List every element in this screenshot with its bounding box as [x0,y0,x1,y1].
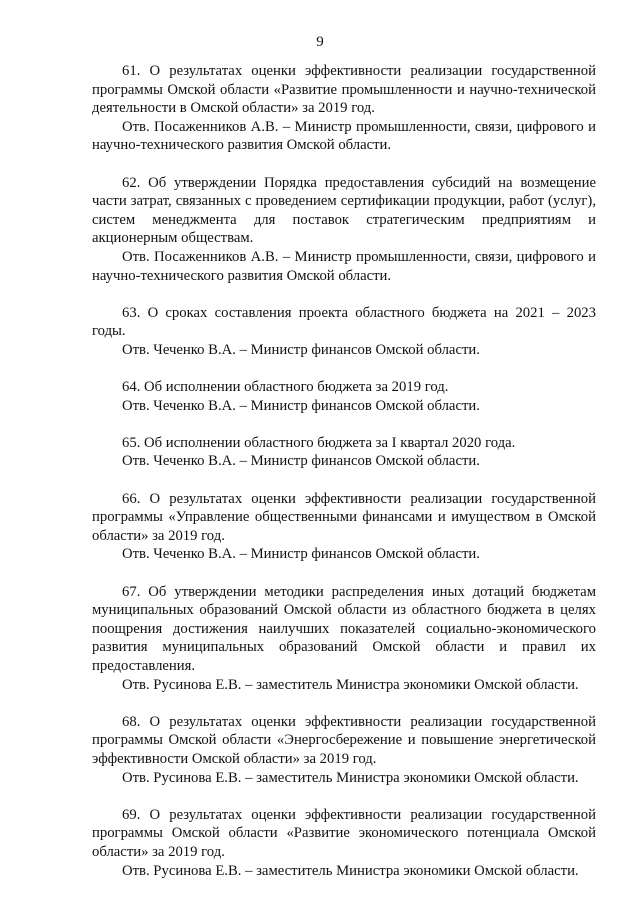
agenda-item-64 [92,378,596,415]
agenda-item-65 [92,434,596,471]
agenda-item-text: 69. О результатах оценки эффективности реализации государственной программы Омской области «Развитие экономического потенциала Омской области» за 2019 год. [92,806,596,860]
agenda-item-responsible: Отв. Русинова Е.В. – заместитель Министра экономики Омской области. [122,676,579,693]
agenda-item-responsible: Отв. Посаженников А.В. – Министр промышленности, связи, цифрового и научно-технического развития Омской области. [92,118,596,154]
agenda-list [92,62,596,899]
agenda-item-text: 65. Об исполнении областного бюджета за I квартал 2020 года. [122,434,516,451]
agenda-item-63 [92,304,596,360]
agenda-item-67 [92,583,596,695]
agenda-item-responsible: Отв. Посаженников А.В. – Министр промышленности, связи, цифрового и научно-технического развития Омской области. [92,248,596,284]
agenda-item-text: 67. Об утверждении методики распределения иных дотаций бюджетам муниципальных образований Омской области из областного бюджета в целях поощрения достижения наилучших показателей социально-экономического развития муниципальных образований Омской области и правил их предоставления. [92,583,596,674]
agenda-item-61 [92,62,596,155]
agenda-item-text: 62. Об утверждении Порядка предоставления субсидий на возмещение части затрат, связанных с проведением сертификации продукции, работ (услуг), систем менеджмента для поставок стратегическим предприятиям и акционерным обществам. [92,174,596,247]
agenda-item-responsible: Отв. Русинова Е.В. – заместитель Министра экономики Омской области. [122,862,579,879]
agenda-item-responsible: Отв. Русинова Е.В. – заместитель Министра экономики Омской области. [122,769,579,786]
agenda-item-responsible: Отв. Чеченко В.А. – Министр финансов Омской области. [122,546,480,563]
agenda-item-responsible: Отв. Чеченко В.А. – Министр финансов Омской области. [122,397,480,414]
agenda-item-66 [92,490,596,564]
agenda-item-text: 61. О результатах оценки эффективности реализации государственной программы Омской области «Развитие промышленности и научно-технической деятельности в Омской области» за 2019 год. [92,63,596,117]
agenda-item-68 [92,713,596,787]
agenda-item-69 [92,806,596,880]
agenda-item-text: 66. О результатах оценки эффективности реализации государственной программы «Управление общественными финансами и имуществом в Омской области» за 2019 год. [92,490,596,544]
agenda-item-text: 63. О сроках составления проекта областного бюджета на 2021 – 2023 годы. [92,304,596,340]
agenda-item-responsible: Отв. Чеченко В.А. – Министр финансов Омской области. [122,341,480,358]
agenda-item-text: 68. О результатах оценки эффективности реализации государственной программы Омской области «Энергосбережение и повышение энергетической эффективности Омской области» за 2019 год. [92,713,596,767]
page-number: 9 [316,34,324,50]
agenda-item-62 [92,174,596,286]
agenda-item-responsible: Отв. Чеченко В.А. – Министр финансов Омской области. [122,453,480,470]
agenda-item-text: 64. Об исполнении областного бюджета за 2019 год. [122,379,449,396]
